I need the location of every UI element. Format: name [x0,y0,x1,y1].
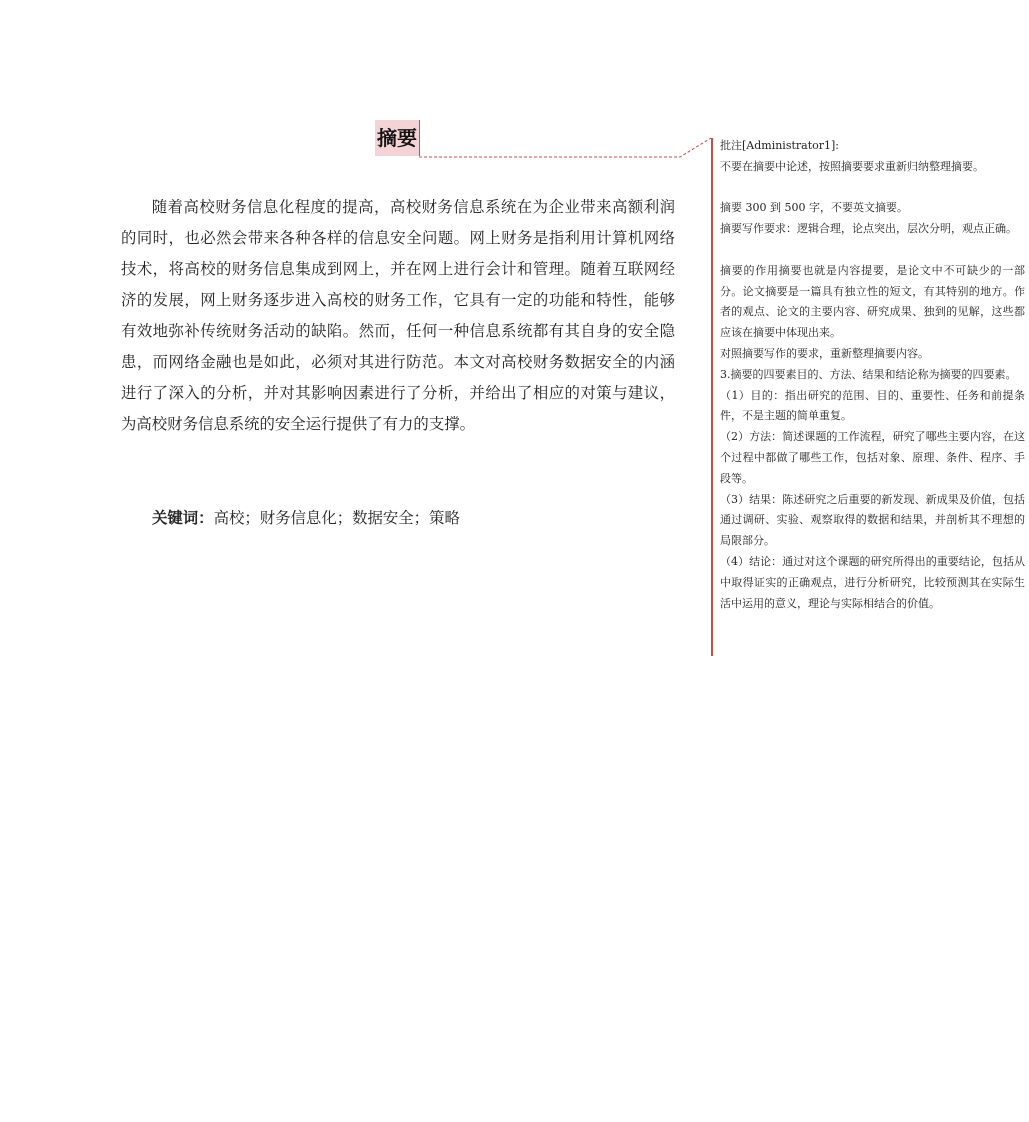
comment-text-line: （1）目的：指出研究的范围、目的、重要性、任务和前提条件，不是主题的简单重复。 [720,388,1025,423]
comment-blank-line [720,240,1025,261]
keywords-value: 高校；财务信息化；数据安全；策略 [213,509,460,527]
comment-text-line: 对照摘要写作的要求，重新整理摘要内容。 [720,346,929,360]
comment-anchor-highlight[interactable] [375,120,420,156]
page-title: 摘要 [377,126,417,150]
comment-header: 批注[Administrator1]: [720,139,840,152]
comment-text-line: （3）结果：陈述研究之后重要的新发现、新成果及价值，包括通过调研、实验、观察取得的数据和结果，并剖析其不理想的局限部分。 [720,492,1025,548]
comment-border [711,138,713,656]
comment-text-line: 摘要写作要求：逻辑合理，论点突出，层次分明，观点正确。 [720,222,1017,236]
comment-text-line: 不要在摘要中论述，按照摘要要求重新归纳整理摘要。 [720,159,984,173]
comment-text-line: （2）方法：简述课题的工作流程，研究了哪些主要内容，在这个过程中都做了哪些工作，包括对象、原理、条件、程序、手段等。 [720,430,1025,485]
comment-text-line: 摘要的作用摘要也就是内容提要，是论文中不可缺少的一部分。论文摘要是一篇具有独立性的短文，有其特别的地方。作者的观点、论文的主要内容、研究成果、独到的见解，这些都应该在摘要中体现出来。 [720,263,1025,340]
comment-text-line: 3.摘要的四要素目的、方法、结果和结论称为摘要的四要素。 [720,367,1017,381]
comment-text-line: （4）结论：通过对这个课题的研究所得出的重要结论，包括从中取得证实的正确观点，进行分析研究，比较预测其在实际生活中运用的意义，理论与实际相结合的价值。 [720,554,1025,610]
abstract-paragraph: 随着高校财务信息化程度的提高，高校财务信息系统在为企业带来高额利润的同时，也必然会带来各种各样的信息安全问题。网上财务是指利用计算机网络技术，将高校的财务信息集成到网上，并在网上进行会计和管理。随着互联网经济的发展，网上财务逐步进入高校的财务工作，它具有一定的功能和特性，能够有效地弥补传统财务活动的缺陷。然而，任何一种信息系统都有其自身的安全隐患，而网络金融也是如此，必须对其进行防范。本文对高校财务数据安全的内涵进行了深入的分析，并对其影响因素进行了分析，并给出了相应的对策与建议，为高校财务信息系统的安全运行提供了有力的支撑。 [121,198,675,433]
comment-balloon[interactable] [720,136,1025,614]
keywords-label: 关键词： [152,509,214,527]
comment-text-line: 摘要 300 到 500 字，不要英文摘要。 [720,201,908,215]
keywords-line [152,505,460,531]
comment-blank-line [720,178,1025,199]
